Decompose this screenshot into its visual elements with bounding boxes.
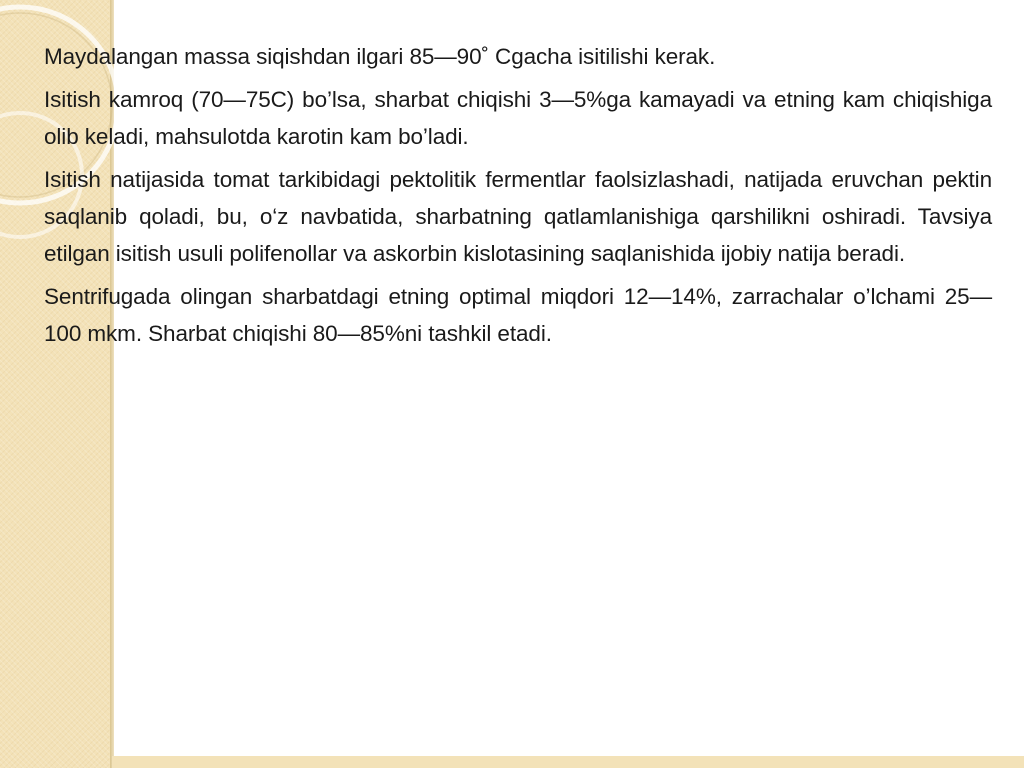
slide-body-text [44, 38, 992, 358]
paragraph-low-heating-effect: Isitish kamroq (70—75C) bo’lsa, sharbat chiqishi 3—5%ga kamayadi va etning kam chiqishiga olib keladi, mahsulotda karotin kam bo’ladi. [44, 87, 992, 149]
decorative-bottom-strip [112, 756, 1024, 768]
paragraph-enzyme-inactivation: Isitish natijasida tomat tarkibidagi pektolitik fermentlar faolsizlashadi, natijada eruvchan pektin saqlanib qoladi, bu, o‘z navbatida, sharbatning qatlamlanishiga qarshilikni oshiradi. Tavsiya etilgan isitish usuli polifenollar va askorbin kislotasining saqlanishida ijobiy natija beradi. [44, 167, 992, 266]
paragraph-centrifuge-results: Sentrifugada olingan sharbatdagi etning optimal miqdori 12—14%, zarrachalar o’lchami 25—100 mkm. Sharbat chiqishi 80—85%ni tashkil etadi. [44, 284, 992, 346]
paragraph-heating-temperature: Maydalangan massa siqishdan ilgari 85—90˚ Cgacha isitilishi kerak. [44, 44, 716, 69]
